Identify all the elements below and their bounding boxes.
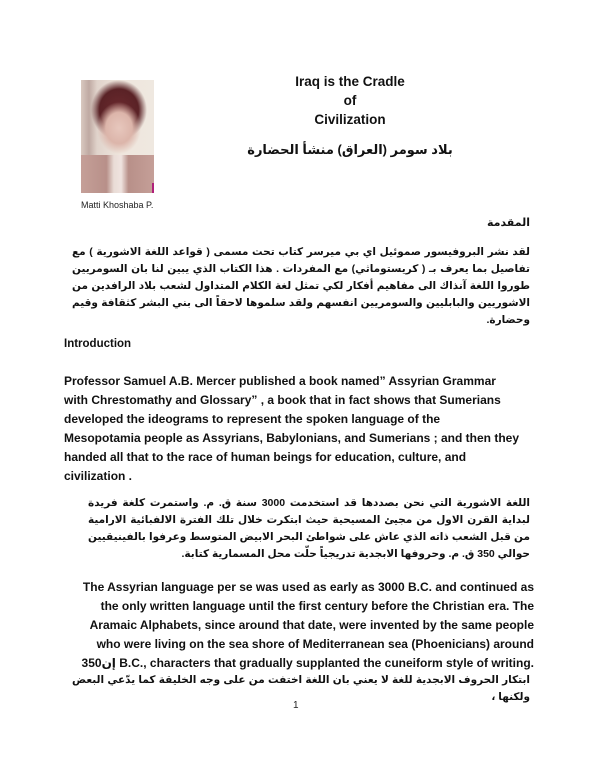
arabic-title: بلاد سومر (العراق) منشأ الحضارة bbox=[247, 142, 453, 157]
text-line: who were living on the sea shore of Mediterranean sea (Phoenicians) around bbox=[96, 637, 534, 651]
text-line: developed the ideograms to represent the spoken language of the bbox=[64, 412, 441, 426]
english-heading: Introduction bbox=[64, 338, 132, 350]
title-line-3: Civilization bbox=[314, 112, 386, 127]
text-line: with Chrestomathy and Glossary” , a book that in fact shows that Sumerians bbox=[64, 393, 501, 407]
text-line: handed all that to the race of human beings for education, culture, and bbox=[64, 450, 467, 464]
text-line: Aramaic Alphabets, since around that date, were invented by the same people bbox=[89, 618, 534, 632]
arabic-paragraph-3: ابتكار الحروف الابجدية للغة لا يعني بان اللغة اختفت من على وجه الخليقة كما يدّعي البعض ولكنها ، bbox=[72, 674, 530, 703]
text-line: Mesopotamia people as Assyrians, Babylonians, and Sumerians ; and then they bbox=[64, 431, 520, 445]
title-line-1: Iraq is the Cradle bbox=[295, 74, 405, 89]
document-title bbox=[240, 72, 460, 129]
text-line: إن350 B.C., characters that gradually supplanted the cuneiform style of writing. bbox=[81, 656, 534, 670]
text-line: the only written language until the first century before the Christian era. The bbox=[100, 599, 534, 613]
text-line: civilization . bbox=[64, 469, 133, 483]
title-line-2: of bbox=[343, 93, 357, 108]
english-paragraph-2 bbox=[68, 578, 534, 673]
author-photo bbox=[81, 80, 154, 193]
english-intro-paragraph bbox=[64, 372, 534, 486]
photo-edge-mark bbox=[152, 183, 154, 193]
photo-jacket bbox=[81, 155, 154, 193]
page-number: 1 bbox=[293, 700, 299, 711]
author-caption: Matti Khoshaba P. bbox=[81, 200, 154, 210]
text-line: Professor Samuel A.B. Mercer published a book named” Assyrian Grammar bbox=[64, 374, 496, 388]
text-line: The Assyrian language per se was used as early as 3000 B.C. and continued as bbox=[82, 580, 534, 594]
arabic-paragraph-2: اللغة الاشورية التي نحن بصددها قد استخدمت 3000 سنة ق. م. واستمرت كلغة فريدة لبداية القرن الاول من مجيئ المسيحية حيث ابتكرت خلال تلك الفترة الالفبائية الارامية من قبل الشعب ذاته الذي عاش على شواطئ البحر الابيض المتوسط وعرفوا بالفينيقيين حوالي 350 ق. م. وحروفها الابجدية تدريجياً حلّت محل المسمارية كتابة. bbox=[88, 497, 531, 560]
arabic-heading: المقدمة bbox=[486, 217, 530, 229]
arabic-intro-paragraph: لقد نشر البروفيسور صموئيل اي بي ميرسر كتاب تحت مسمى ( قواعد اللغة الاشورية ) مع تفاصيل بما يعرف بـ ( كريستوماثي) مع المفردات . هذا الكتاب الذي يبين لنا بان السومريين طوروا اللغة آنذاك الى مفاهيم أفكار لكي تمثل لغة الكلام المتداول لشعب بلاد الرافدين من الاشوريين والبابليين والسومريين انفسهم ولقد سلموها لاحقاً الى بني البشر كثقافة وقيم وحضارة. bbox=[72, 246, 530, 326]
